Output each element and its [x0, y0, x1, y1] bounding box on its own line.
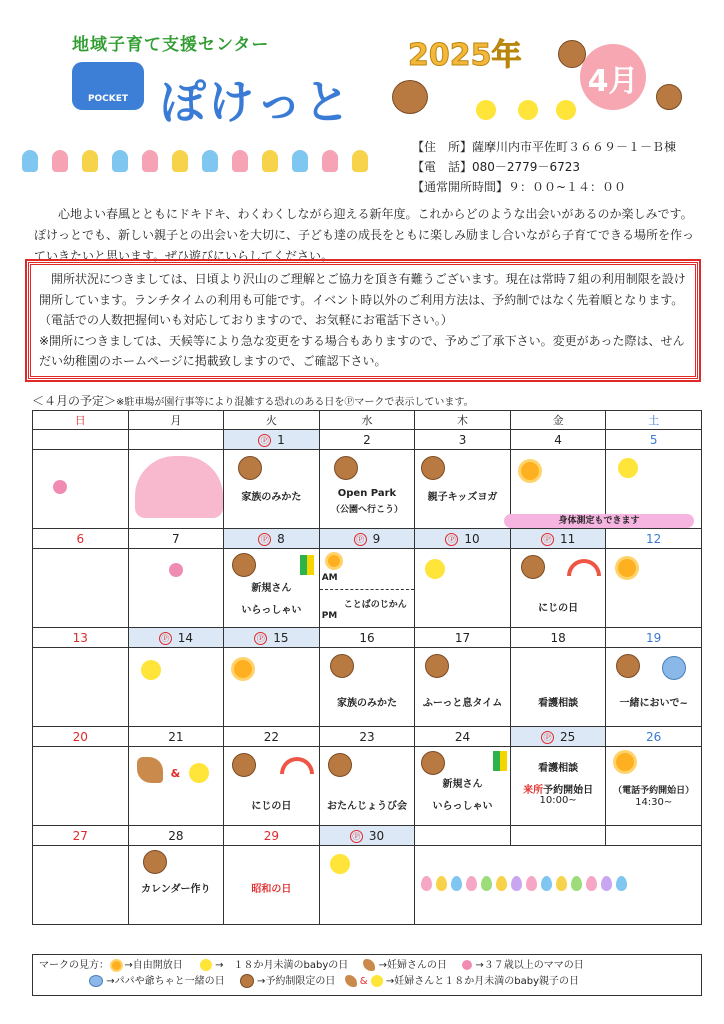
date-cell: 27 [33, 826, 129, 846]
event-label: にじの日 [538, 603, 579, 614]
bear-icon [328, 753, 352, 777]
chick-icon [330, 854, 350, 874]
event-label: カレンダー作り [141, 884, 211, 895]
notice-paragraph: ※開所につきましては、天候等により急な変更をする場合もありますので、予めご了承下さい。変更があった際は、せんだい幼稚園のホームページに掲載致しますので、ご確認下さい。 [39, 333, 685, 368]
event-cell [224, 549, 320, 628]
event-cell [415, 450, 511, 529]
bear-icon [232, 753, 256, 777]
event-sublabel-visit: 来所 [523, 785, 544, 796]
chick-icon [556, 100, 576, 120]
chick-icon [476, 100, 496, 120]
date-cell: 28 [128, 826, 224, 846]
event-sublabel [511, 781, 606, 796]
bear-icon [521, 555, 545, 579]
weekday-header-row [33, 411, 702, 430]
am-label: AM [321, 573, 338, 583]
date-row [33, 628, 702, 648]
event-label: にじの日 [251, 801, 292, 812]
date-number: 8 [277, 531, 285, 546]
parking-mark-icon: Ⓟ [350, 830, 363, 843]
event-label: ことばのじかん [343, 600, 407, 610]
date-cell: 26 [606, 727, 702, 747]
sun-icon [521, 462, 539, 480]
beginner-mark-icon [300, 555, 314, 575]
month-title: 4月 [587, 64, 639, 99]
event-cell [606, 747, 702, 826]
date-cell: 2 [319, 430, 415, 450]
event-label: （電話予約開始日） [613, 786, 695, 796]
notice-paragraph: 開所状況につきましては、日頃より沢山のご理解とご協力を頂き有難うございます。現在は常時７組の利用制限を設け開所しています。ランチタイムの利用も可能です。イベント時以外のご利用方法は、予約制ではなく先着順となります。（電話での人数把握伺いも対応しておりますので、お気軽にお電話下さい。） [39, 272, 686, 327]
event-cell [33, 549, 129, 628]
event-cell [319, 450, 415, 529]
easter-eggs-icon [419, 876, 629, 894]
event-cell [224, 747, 320, 826]
legend-item: →予約制限定の日 [256, 976, 336, 987]
date-number: 25 [559, 729, 576, 744]
date-number: 15 [273, 630, 289, 645]
date-cell: 3 [415, 430, 511, 450]
weekday-tue: 火 [224, 411, 320, 430]
date-cell: 7 [128, 529, 224, 549]
kangaroo-icon [363, 959, 375, 971]
date-number: 1 [277, 432, 285, 447]
dog-icon [656, 84, 682, 110]
date-cell [224, 529, 320, 549]
event-cell [224, 846, 320, 925]
bear-icon [616, 654, 640, 678]
event-sublabel: （公園へ行こう） [330, 505, 403, 515]
bear-icon [330, 654, 354, 678]
rainbow-icon [280, 757, 314, 774]
event-cell [33, 648, 129, 727]
logo-label: POCKET [87, 94, 129, 104]
bear-icon [392, 80, 428, 114]
date-cell: 16 [319, 628, 415, 648]
legend-item: →自由開放日 [124, 960, 183, 971]
date-cell: 21 [128, 727, 224, 747]
legend-item: →３７歳以上のママの日 [475, 960, 584, 971]
date-cell: 29 [224, 826, 320, 846]
weekday-fri: 金 [510, 411, 606, 430]
year-title: 2025年 [408, 38, 522, 73]
date-number: 30 [368, 828, 385, 843]
date-cell [510, 727, 606, 747]
date-cell: 18 [510, 628, 606, 648]
event-cell [319, 648, 415, 727]
chick-icon [141, 660, 161, 680]
event-label: 新規さん [442, 779, 483, 790]
parking-mark-icon: Ⓟ [541, 731, 554, 744]
event-cell [510, 549, 606, 628]
legend-item: →パパや爺ちゃと一緒の日 [106, 976, 225, 987]
flower-icon [169, 563, 183, 577]
address: 【住 所】薩摩川内市平佐町３６６９－１－Ｂ棟 [412, 140, 677, 154]
event-cell [128, 549, 224, 628]
event-cell [319, 846, 415, 925]
event-label: 看護相談 [538, 698, 579, 709]
bear-icon [143, 850, 167, 874]
event-time: 14:30~ [635, 797, 673, 808]
event-label: 新規さん [251, 583, 292, 594]
event-label: 家族のみかた [241, 492, 302, 503]
date-row [33, 529, 702, 549]
brand-title: ぽけっと [160, 75, 352, 129]
event-label: 昭和の日 [251, 884, 292, 895]
event-label: おたんじょうび会 [326, 801, 407, 812]
date-cell [128, 430, 224, 450]
event-cell [224, 450, 320, 529]
org-name: 地域子育て支援センター [72, 35, 270, 55]
event-sublabel: いらっしゃい [432, 801, 493, 812]
kangaroo-icon [345, 975, 357, 987]
weekday-mon: 月 [128, 411, 224, 430]
parking-mark-icon: Ⓟ [354, 533, 367, 546]
date-cell: 12 [606, 529, 702, 549]
sun-icon [328, 555, 340, 567]
tulip-icon [53, 480, 67, 494]
pm-label: PM [321, 611, 338, 621]
schedule-note: ※駐車場が園行事等により混雑する恐れのある日をⓅマークで表示しています。 [116, 397, 474, 408]
parking-mark-icon: Ⓟ [258, 434, 271, 447]
pocket-logo-icon [72, 62, 144, 110]
kangaroo-icon [137, 757, 163, 783]
event-label: Open Park [337, 488, 397, 499]
event-cell [415, 648, 511, 727]
date-cell: 24 [415, 727, 511, 747]
bear-icon [232, 553, 256, 577]
event-label: 親子キッズヨガ [427, 492, 498, 503]
date-cell [415, 826, 511, 846]
dad-child-icon [89, 975, 103, 987]
chick-icon [200, 959, 212, 971]
date-cell: 13 [33, 628, 129, 648]
date-cell: 6 [33, 529, 129, 549]
event-cell [224, 648, 320, 727]
intro-text: 心地よい春風とともにドキドキ、わくわくしながら迎える新年度。これからどのような出会いがあるのか楽しみです。ぽけっとでも、新しい親子との出会いを大切に、子ども達の成長をともに楽しみ励まし合いながら子育てできる場所を作っていきたいと思います。ぜひ遊びにいらしてください。 [34, 207, 695, 263]
bear-icon [240, 974, 254, 988]
event-cell [510, 648, 606, 727]
event-cell [128, 747, 224, 826]
bear-icon [334, 456, 358, 480]
legend-item: →妊婦さんと１８か月未満のbaby親子の日 [385, 976, 580, 987]
schedule-heading: ＜４月の予定＞ [32, 394, 117, 408]
event-label: 看護相談 [538, 763, 579, 774]
legend-item: → １８か月未満のbabyの日 [215, 960, 349, 971]
date-cell [510, 529, 606, 549]
parking-mark-icon: Ⓟ [159, 632, 172, 645]
legend-title: マークの見方： [39, 960, 109, 971]
legend-box [32, 954, 702, 996]
event-row [33, 549, 702, 628]
event-cell [33, 747, 129, 826]
event-cell [415, 846, 702, 925]
date-cell [415, 529, 511, 549]
parking-mark-icon: Ⓟ [254, 632, 267, 645]
cherry-tree-icon [135, 456, 223, 518]
legend-ampersand: & [359, 976, 368, 987]
calendar-table [32, 410, 702, 925]
date-cell [128, 628, 224, 648]
event-row [33, 846, 702, 925]
sun-icon [616, 753, 634, 771]
event-cell [415, 549, 511, 628]
date-number: 10 [464, 531, 480, 546]
bear-icon [421, 751, 445, 775]
parking-mark-icon: Ⓟ [541, 533, 554, 546]
date-cell: 19 [606, 628, 702, 648]
event-row [33, 648, 702, 727]
date-cell [510, 826, 606, 846]
date-row [33, 826, 702, 846]
date-row [33, 430, 702, 450]
date-cell: 17 [415, 628, 511, 648]
legend-row [39, 974, 695, 990]
event-cell [128, 648, 224, 727]
hours: 【通常開所時間】９：００~１４：００ [412, 180, 627, 194]
chick-icon [518, 100, 538, 120]
event-cell [415, 747, 511, 826]
date-cell: 5 [606, 430, 702, 450]
legend-row [39, 958, 695, 974]
date-row [33, 727, 702, 747]
chick-icon [189, 763, 209, 783]
date-number: 14 [177, 630, 193, 645]
event-cell [128, 450, 224, 529]
event-cell [606, 648, 702, 727]
legend-item: →妊婦さんの日 [378, 960, 448, 971]
date-cell [606, 826, 702, 846]
event-cell [510, 747, 606, 826]
event-time: 10:00~ [539, 795, 577, 806]
date-cell [319, 529, 415, 549]
date-cell [33, 430, 129, 450]
notice-box [28, 262, 698, 379]
cat-icon [558, 40, 586, 68]
date-cell [224, 628, 320, 648]
date-cell [319, 826, 415, 846]
schedule-title [32, 392, 474, 409]
event-sublabel: いらっしゃい [241, 605, 302, 616]
event-label: ふーっと息タイム [422, 698, 503, 709]
parking-mark-icon: Ⓟ [445, 533, 458, 546]
weekday-thu: 木 [415, 411, 511, 430]
chick-icon [425, 559, 445, 579]
event-row [33, 747, 702, 826]
bear-icon [238, 456, 262, 480]
ampersand: & [170, 767, 181, 780]
weekday-sat: 土 [606, 411, 702, 430]
sun-icon [618, 559, 636, 577]
date-number: 9 [372, 531, 381, 546]
chick-icon [618, 458, 638, 478]
parking-mark-icon: Ⓟ [258, 533, 271, 546]
beginner-mark-icon [493, 751, 507, 771]
dad-child-icon [662, 656, 686, 680]
flower-icon [462, 960, 472, 970]
measurement-banner: 身体測定もできます [504, 514, 694, 528]
date-number: 11 [559, 531, 576, 546]
tulip-row-icon [22, 150, 392, 190]
event-cell [319, 747, 415, 826]
event-cell [128, 846, 224, 925]
date-cell: 22 [224, 727, 320, 747]
date-cell: 4 [510, 430, 606, 450]
sun-icon [234, 660, 252, 678]
bear-icon [425, 654, 449, 678]
event-cell [319, 549, 415, 628]
event-cell [33, 846, 129, 925]
event-label: 一緒においで~ [619, 698, 688, 709]
weekday-sun: 日 [33, 411, 129, 430]
rainbow-icon [567, 559, 601, 576]
date-cell: 20 [33, 727, 129, 747]
date-cell: 23 [319, 727, 415, 747]
phone: 【電 話】080－2779－6723 [412, 160, 580, 174]
chick-icon [371, 975, 383, 987]
date-cell [224, 430, 320, 450]
bear-icon [421, 456, 445, 480]
event-sublabel-start: 予約開始日 [543, 785, 594, 796]
event-cell [33, 450, 129, 529]
event-label: 家族のみかた [336, 698, 397, 709]
sun-icon [112, 961, 121, 970]
weekday-wed: 水 [319, 411, 415, 430]
event-cell [606, 549, 702, 628]
